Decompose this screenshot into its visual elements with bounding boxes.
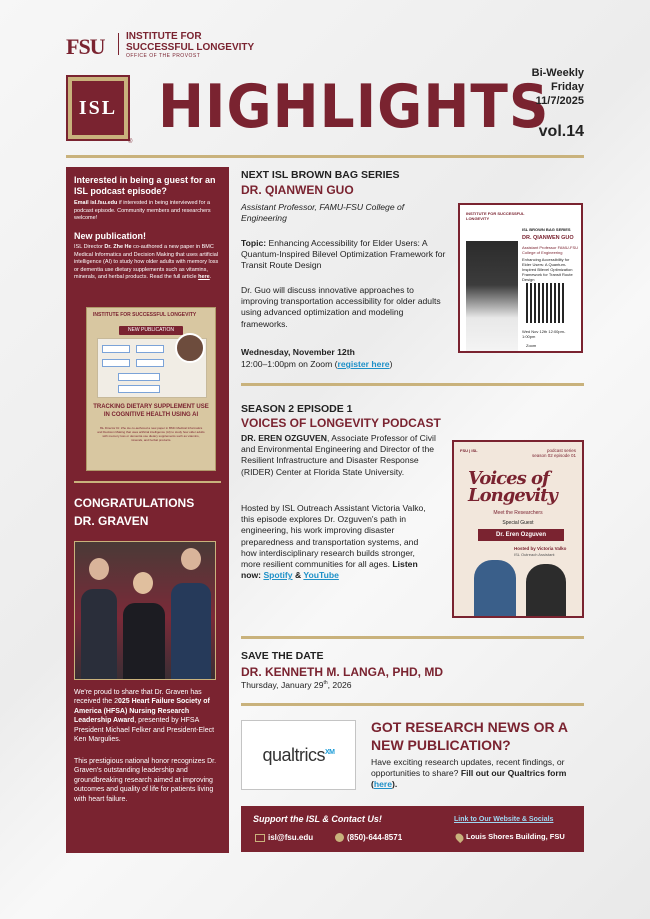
pub-director: Dr. Zhe He <box>104 244 132 250</box>
flyer-subtitle: Meet the Researchers <box>493 510 543 516</box>
topic-label: Topic: <box>241 238 267 248</box>
institute-line-1: INSTITUTE FOR <box>126 31 202 42</box>
institute-name <box>126 31 254 53</box>
pub-text-body: co-authored a new paper in BMC Medical Informatics and Decision Making that uses artificial intelligence (AI) to study how older adults with memory loss or dementia use dietary supplements such as vitamins, minerals, and herbal products. Read the full article <box>74 244 219 281</box>
flyer-episode-label: season 02 episode 01 <box>531 453 576 458</box>
congrats-line-1: CONGRATULATIONS <box>74 496 195 510</box>
footer-phone-text: (850)-644-8571 <box>347 833 403 842</box>
issue-frequency: Bi-Weekly <box>531 67 584 79</box>
pub-text-pre: ISL Director <box>74 244 105 250</box>
save-date-date-post: , 2026 <box>327 679 352 690</box>
congrats-heading <box>74 494 194 530</box>
registered-mark: ® <box>128 139 133 145</box>
brown-bag-date: Wednesday, November 12th <box>241 347 355 357</box>
brown-bag-time <box>241 359 392 370</box>
brown-bag-speaker: DR. QIANWEN GUO <box>241 183 354 197</box>
graven-text-post: , presented by HFSA President Michael Felker and President-Elect Ken Margulies. <box>74 717 215 744</box>
time-text: 12:00–1:00pm on Zoom ( <box>241 359 338 369</box>
graven-award-photo <box>74 541 216 680</box>
brown-bag-kicker: NEXT ISL BROWN BAG SERIES <box>241 169 400 181</box>
time-close: ) <box>389 359 393 369</box>
brown-bag-topic <box>241 238 451 272</box>
new-publication-text: ISL Director Dr. Zhe He co-authored a new paper in BMC Medical Informatics and Decision Making that uses artificial intelligence (AI) to study how older adults with memory loss or dementia use dietary supplements such as vitamins, minerals, and herbal products. Read the full article here. <box>74 244 219 281</box>
footer-email[interactable] <box>255 833 313 842</box>
qualtrics-logo <box>262 745 334 766</box>
save-date-date-pre: Thursday, January 29 <box>241 679 324 690</box>
publication-graphic <box>86 307 216 471</box>
podcast-flyer-series <box>532 448 576 458</box>
header-divider-line <box>66 155 584 158</box>
flyer-host-role: ISL Outreach Assistant <box>514 552 555 557</box>
research-title-line-1: GOT RESEARCH NEWS OR A <box>371 719 569 735</box>
brown-bag-role: Assistant Professor, FAMU-FSU College of Engineering <box>241 202 405 224</box>
congrats-line-2: DR. GRAVEN <box>74 514 149 528</box>
phone-icon <box>335 833 344 842</box>
new-publication-heading: New publication! <box>74 231 146 241</box>
isl-logo-letters: ISL <box>78 96 118 119</box>
website-socials-link[interactable]: Link to Our Website & Socials <box>454 816 554 823</box>
flyer-guest-bar: Dr. Eren Ozguven <box>478 529 564 541</box>
location-pin-icon <box>454 831 465 842</box>
flyer-special: Special Guest <box>502 520 534 526</box>
issue-day: Friday <box>550 81 584 93</box>
youtube-link[interactable]: YouTube <box>303 570 339 581</box>
flyer-topic: Enhancing Accessibility for Elder Users: A Quantum-Inspired Bilevel Optimization Framework for Transit Route Design <box>522 257 573 282</box>
isl-logo <box>66 75 130 141</box>
pub-graphic-header: INSTITUTE FOR SUCCESSFUL LONGEVITY <box>93 312 197 318</box>
contact-footer <box>241 806 584 852</box>
newsletter-title: HIGHLIGHTS <box>158 72 550 142</box>
guo-photo <box>466 241 518 351</box>
podcast-guest-body: if interested in being interviewed for a podcast episode. Community members and researchers welcome! <box>74 200 211 222</box>
qualtrics-xm: XM <box>325 748 335 756</box>
flyer-title-1: Voices of <box>468 468 549 489</box>
research-cta-open: ( <box>371 779 374 790</box>
podcast-flyer-title <box>468 468 557 506</box>
graven-award-name: 025 Heart Failure Society of America (HFSA) Nursing Research Leadership Award <box>74 698 210 725</box>
qualtrics-wordmark: qualtrics <box>262 744 326 765</box>
valko-photo <box>526 564 566 616</box>
section-divider-1 <box>241 383 584 386</box>
save-date-speaker: DR. KENNETH M. LANGA, PHD, MD <box>241 665 443 679</box>
register-link[interactable]: register here <box>337 359 390 369</box>
flyer-title-2: Longevity <box>468 485 557 506</box>
podcast-guest-email[interactable]: Email isl.fsu.edu <box>74 200 118 206</box>
pub-graphic-text: ISL Director Dr. Zhe He co-authored a new paper in BMC Medical Informatics and Decision Making that uses artificial intelligence (AI) to study how older adults with memory loss or dementia use dietary supplements such as vitamins, minerals, and herbal products. <box>97 426 205 442</box>
flyer-venue: Zoom <box>526 343 537 348</box>
flyer-series-label: podcast series <box>546 448 576 453</box>
ampersand: & <box>292 570 304 581</box>
qualtrics-form-link[interactable]: here <box>373 779 393 790</box>
sidebar-divider <box>74 481 221 483</box>
flyer-speaker: DR. QIANWEN GUO <box>522 235 574 241</box>
footer-title: Support the ISL & Contact Us! <box>253 814 382 824</box>
save-date-date <box>241 678 352 691</box>
fsu-logo: FSU <box>66 34 105 59</box>
graven-text-pre: We're proud to share that Dr. Graven has received the 2 <box>74 689 202 706</box>
podcast-guest-text <box>74 200 224 223</box>
pub-article-link[interactable]: here <box>198 274 210 281</box>
save-date-date-sup: th <box>323 680 328 686</box>
podcast-guest-desc: , Associate Professor of Civil and Environmental Engineering and Director of the Resilient Infrastructure and Disaster Response (RIDER) Center at Florida State University. <box>241 433 436 477</box>
podcast-kicker: SEASON 2 EPISODE 1 <box>241 403 353 415</box>
topic-text: Enhancing Accessibility for Elder Users: A Quantum-Inspired Bilevel Optimization Framework for Transit Route Design <box>241 238 446 271</box>
spotify-link[interactable]: Spotify <box>263 570 293 581</box>
research-cta: Fill out our Qualtrics form <box>460 768 567 779</box>
section-divider-2 <box>241 636 584 639</box>
ozguven-photo <box>474 560 516 616</box>
graven-honor-text: This prestigious national honor recognizes Dr. Graven's outstanding leadership and groundbreaking research aimed at improving outcomes and quality of life for patients living with heart failure. <box>74 758 217 803</box>
podcast-title: VOICES OF LONGEVITY PODCAST <box>241 416 441 430</box>
graven-award-text <box>74 688 226 744</box>
section-divider-3 <box>241 703 584 706</box>
podcast-desc-text: Hosted by ISL Outreach Assistant Victoria Valko, this episode explores Dr. Ozguven's path in engineering, his work improving disaster preparedness and transportation systems, and how interdisciplinary research builds stronger, more resilient communities for all ages. <box>241 503 426 570</box>
research-title-line-2: NEW PUBLICATION? <box>371 737 511 753</box>
podcast-description <box>241 503 436 581</box>
flyer-series: ISL BROWN BAG SERIES <box>522 227 571 232</box>
podcast-guest-bio <box>241 433 436 478</box>
footer-address-text: Louis Shores Building, FSU <box>466 832 565 841</box>
guo-event-flyer <box>458 203 583 353</box>
pub-graphic-badge: NEW PUBLICATION <box>119 326 183 335</box>
issue-date: 11/7/2025 <box>535 95 584 107</box>
institute-subtitle: OFFICE OF THE PROVOST <box>126 53 201 59</box>
issue-volume: vol.14 <box>538 123 584 140</box>
research-news-heading <box>371 718 568 754</box>
mail-icon <box>255 834 265 842</box>
research-news-text <box>371 757 586 791</box>
institute-line-2: SUCCESSFUL LONGEVITY <box>126 42 255 53</box>
research-text-body: Have exciting research updates, recent findings, or opportunities to share? <box>371 757 565 779</box>
podcast-guest-name: DR. EREN OZGUVEN <box>241 433 327 443</box>
flyer-role: Assistant Professor FAMU-FSU College of Engineering <box>522 245 579 255</box>
listen-now-label: Listen now: <box>241 559 418 581</box>
flyer-date: Wed Nov 12th 12:00pm-1:00pm <box>522 329 566 339</box>
footer-address <box>456 832 565 842</box>
qualtrics-logo-box[interactable] <box>241 720 356 790</box>
registration-qr-code[interactable] <box>526 283 566 323</box>
podcast-flyer <box>452 440 584 618</box>
footer-email-text: isl@fsu.edu <box>268 833 314 842</box>
flyer-header: INSTITUTE FOR SUCCESSFUL LONGEVITY <box>466 211 525 221</box>
header-divider <box>118 33 119 55</box>
dr-he-avatar <box>175 333 205 363</box>
save-date-kicker: SAVE THE DATE <box>241 650 324 662</box>
podcast-guest-heading: Interested in being a guest for an ISL podcast episode? <box>74 175 216 196</box>
sidebar <box>66 167 229 853</box>
brown-bag-description: Dr. Guo will discuss innovative approaches to improving transportation accessibility for older adults using advanced optimization and modeling frameworks. <box>241 285 441 329</box>
issue-meta <box>532 66 584 108</box>
podcast-flyer-logo: FSU | ISL <box>460 448 478 453</box>
footer-phone[interactable] <box>335 833 402 842</box>
pub-graphic-caption: TRACKING DIETARY SUPPLEMENT USE IN COGNITIVE HEALTH USING AI <box>93 404 209 418</box>
research-cta-close: ). <box>392 779 398 790</box>
flyer-host: Hosted by Victoria Valko <box>514 546 567 551</box>
